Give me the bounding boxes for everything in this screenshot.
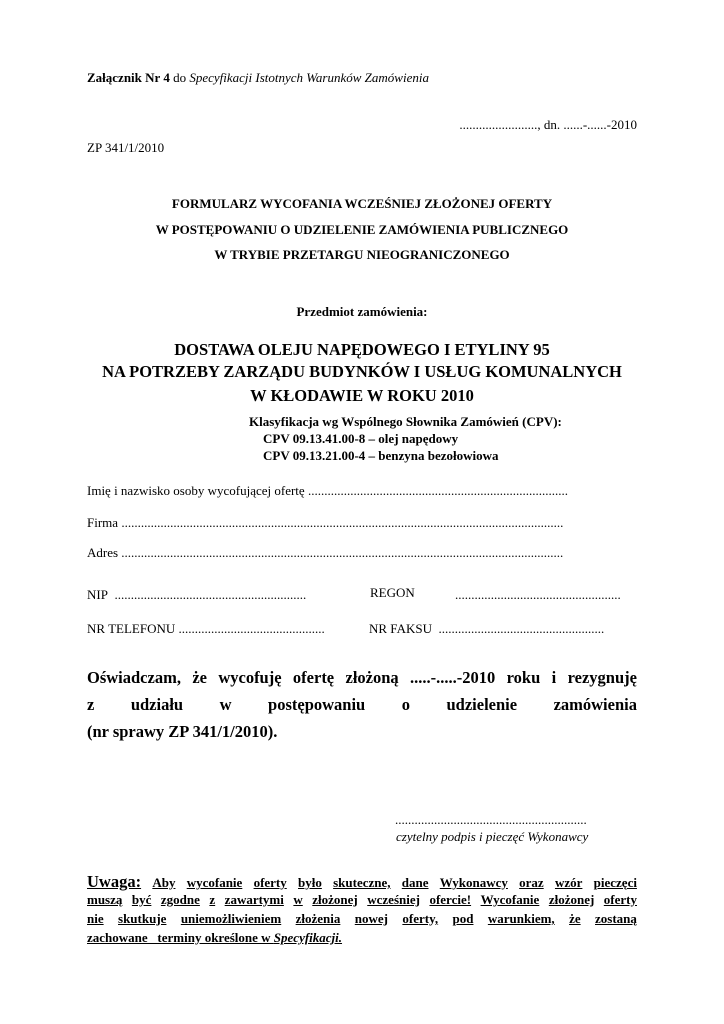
company-field-dots: ........................................................................................................................................ [121,515,564,530]
fax-field[interactable] [369,621,635,637]
regon-field-label: REGON [370,585,415,600]
note-word: Wykonawcy [439,875,508,890]
note-word: oraz [519,875,544,890]
note-word: z [209,892,216,907]
person-field[interactable] [87,483,637,499]
subject-label: Przedmiot zamówienia: [296,304,428,319]
person-field-label: Imię i nazwisko osoby wycofującej ofertę [87,483,305,498]
phone-field-dots: ............................................. [178,621,325,636]
case-number: ZP 341/1/2010 [87,140,165,155]
note-word: Wycofanie [480,892,540,907]
declaration-word: o [401,695,410,714]
declaration-word: że [192,668,207,687]
declaration-word: roku [506,668,541,687]
annex-spec-title: Specyfikacji Istotnych Warunków Zamówienia [189,70,429,85]
subject-line-1: DOSTAWA OLEJU NAPĘDOWEGO I ETYLINY 95 [174,340,550,359]
declaration-word: zamówienia [553,695,637,714]
declaration-line-1 [87,668,637,688]
declaration-line-2 [87,695,637,715]
declaration-word: Oświadczam, [87,668,181,687]
note-line-4 [87,930,342,946]
annex-reference [87,70,429,86]
note-line-2 [87,892,637,908]
note-word: Aby [152,875,176,890]
subject-line-3: W KŁODAWIE W ROKU 2010 [250,386,474,405]
fax-field-label: NR FAKSU [369,621,432,636]
phone-field[interactable] [87,621,355,637]
address-field-dots: ........................................................................................................................................ [121,545,564,560]
declaration-word: rezygnuję [567,668,637,687]
declaration-word: wycofuję [218,668,282,687]
regon-field-dots[interactable]: ................................................... [455,587,621,602]
cpv-item-1: CPV 09.13.41.00-8 – olej napędowy [263,431,459,446]
form-title-line-2: W POSTĘPOWANIU O UDZIELENIE ZAMÓWIENIA PUBLICZNEGO [155,222,569,237]
company-field[interactable] [87,515,637,531]
declaration-word: ofertę [292,668,335,687]
person-field-dots: ................................................................................ [307,483,568,498]
declaration-word: złożoną [345,668,399,687]
note-word: wycofanie [186,875,243,890]
note-word: wzór [554,875,583,890]
note-word: nie [87,911,104,926]
subject-line-2: NA POTRZEBY ZARZĄDU BUDYNKÓW I USŁUG KOMUNALNYCH [102,362,622,381]
fax-field-dots: ................................................... [438,621,605,636]
note-word: oferty [253,875,287,890]
signature-dots[interactable]: ........................................................... [395,812,587,827]
annex-connector: do [169,70,190,85]
declaration-date-blank: .....-.....-2010 [410,668,496,687]
note-label: Uwaga: [87,872,142,891]
declaration-line-3: (nr sprawy ZP 341/1/2010). [87,722,278,741]
note-word: złożonej [548,892,595,907]
annex-number: Załącznik Nr 4 [87,70,170,85]
note-word: pod [452,911,474,926]
company-field-label: Firma [87,515,119,530]
declaration-word: w [219,695,232,714]
note-word: zawartymi [224,892,284,907]
note-word: nowej [354,911,388,926]
note-word: wcześniej [367,892,420,907]
note-word: ofercie! [429,892,472,907]
note-word: oferty, [402,911,439,926]
declaration-word: udziału [130,695,184,714]
note-word: skuteczne, [333,875,391,890]
nip-field-label: NIP [87,587,108,602]
form-title-line-1: FORMULARZ WYCOFANIA WCZEŚNIEJ ZŁOŻONEJ OFERTY [171,196,553,211]
note-word: być [131,892,152,907]
note-word: zgodne [160,892,200,907]
address-field-label: Adres [87,545,119,560]
note-word: skutkuje [118,911,167,926]
cpv-heading: Klasyfikacja wg Wspólnego Słownika Zamówień (CPV): [249,414,562,429]
cpv-item-2: CPV 09.13.21.00-4 – benzyna bezołowiowa [263,448,499,463]
declaration-word: i [551,668,557,687]
note-word: oferty [603,892,637,907]
phone-field-label: NR TELEFONU [87,621,176,636]
note-line-1 [87,872,637,892]
note-word: warunkiem, [487,911,555,926]
note-word: pieczęci [593,875,637,890]
note-word: uniemożliwieniem [180,911,282,926]
note-word: dane [401,875,429,890]
note-word: złożenia [295,911,341,926]
note-word: w [293,892,303,907]
nip-field[interactable] [87,587,327,603]
declaration-word: z [87,695,95,714]
nip-field-dots: ........................................................... [114,587,307,602]
form-title-line-3: W TRYBIE PRZETARGU NIEOGRANICZONEGO [214,247,510,262]
note-line-4-text: zachowane terminy określone w [87,930,274,945]
note-spec-reference: Specyfikacji. [273,930,343,945]
note-word: że [569,911,581,926]
declaration-word: postępowaniu [268,695,366,714]
note-word: muszą [87,892,123,907]
signature-caption: czytelny podpis i pieczęć Wykonawcy [396,829,589,844]
note-word: zostaną [595,911,637,926]
note-word: złożonej [312,892,358,907]
date-line: ........................, dn. ......-......-2010 [459,117,637,132]
declaration-word: udzielenie [446,695,518,714]
address-field[interactable] [87,545,637,561]
note-word: było [298,875,322,890]
note-line-3 [87,911,637,927]
